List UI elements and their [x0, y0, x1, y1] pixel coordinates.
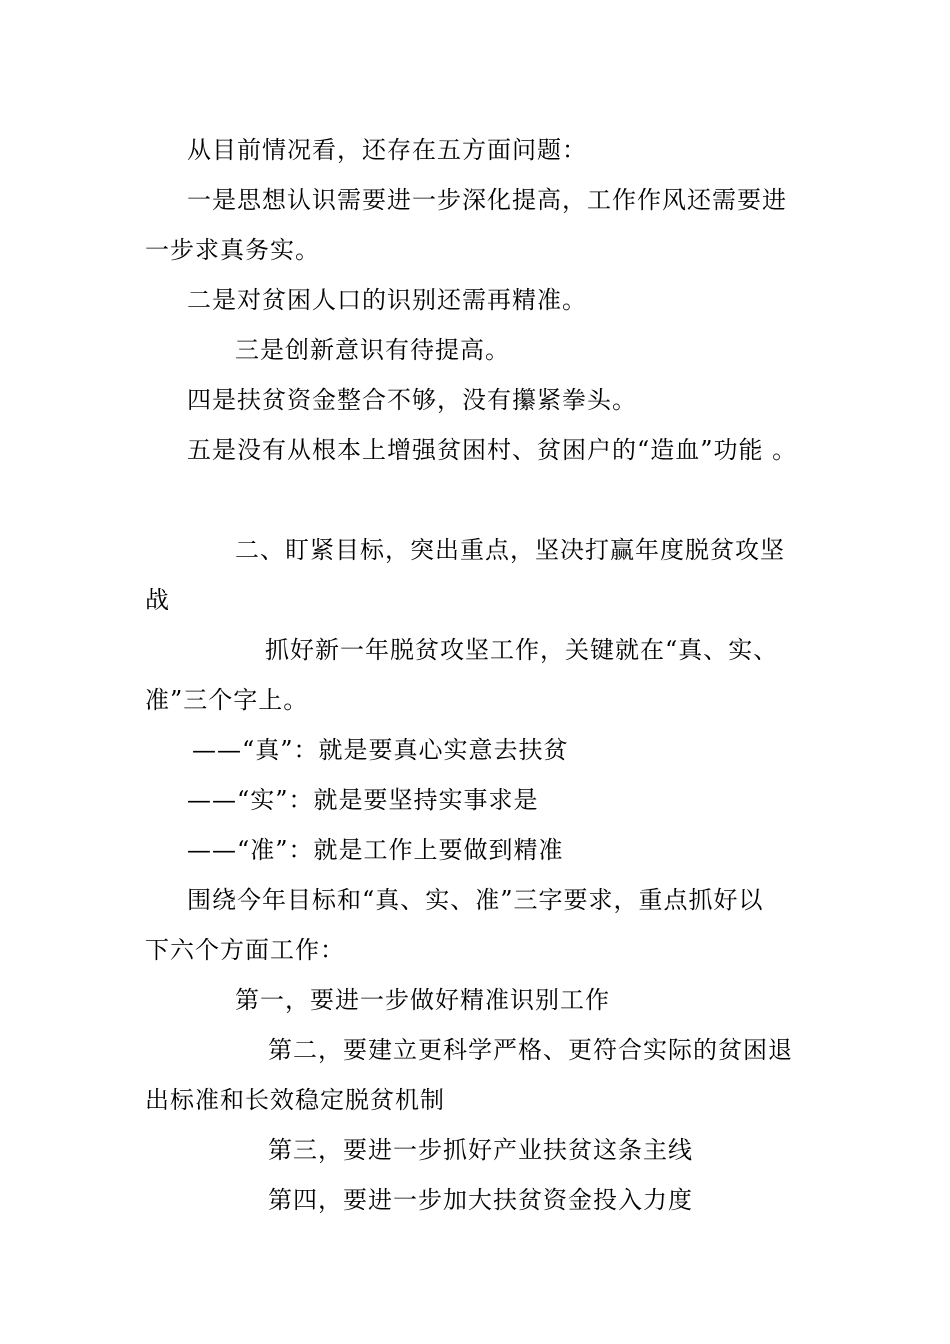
section-heading: 二、盯紧目标，突出重点，坚决打赢年度脱贫攻坚 [235, 536, 785, 564]
text-line-problem-3: 三是创新意识有待提高。 [235, 336, 510, 364]
text-line-problem-5: 五是没有从根本上增强贫困村、贫困户的“造血”功能 。 [187, 436, 798, 464]
text-line-second: 第二，要建立更科学严格、更符合实际的贫困退 [268, 1036, 793, 1064]
text-line-second-cont: 出标准和长效稳定脱贫机制 [145, 1086, 445, 1114]
text-line-six-aspects: 围绕今年目标和“真、实、准”三字要求，重点抓好以 [187, 886, 764, 914]
text-line-key-points: 抓好新一年脱贫攻坚工作，关键就在“真、实、 [265, 636, 779, 664]
text-line-key-points-cont: 准”三个字上。 [145, 686, 309, 714]
text-line-third: 第三，要进一步抓好产业扶贫这条主线 [268, 1136, 693, 1164]
text-line-zhen: ——“真”：就是要真心实意去扶贫 [192, 736, 569, 764]
text-line-first: 第一，要进一步做好精准识别工作 [235, 986, 610, 1014]
text-line-problems-intro: 从目前情况看，还存在五方面问题： [187, 136, 587, 164]
text-line-six-aspects-cont: 下六个方面工作： [145, 936, 345, 964]
text-line-fourth: 第四，要进一步加大扶贫资金投入力度 [268, 1186, 693, 1214]
text-line-problem-4: 四是扶贫资金整合不够，没有攥紧拳头。 [187, 386, 637, 414]
text-line-shi: ——“实”：就是要坚持实事求是 [187, 786, 539, 814]
text-line-problem-1-cont: 一步求真务实。 [145, 236, 320, 264]
text-line-zhun: ——“准”：就是工作上要做到精准 [187, 836, 564, 864]
text-line-problem-2: 二是对贫困人口的识别还需再精准。 [187, 286, 587, 314]
section-heading-cont: 战 [145, 586, 170, 614]
text-line-problem-1: 一是思想认识需要进一步深化提高，工作作风还需要进 [187, 186, 787, 214]
